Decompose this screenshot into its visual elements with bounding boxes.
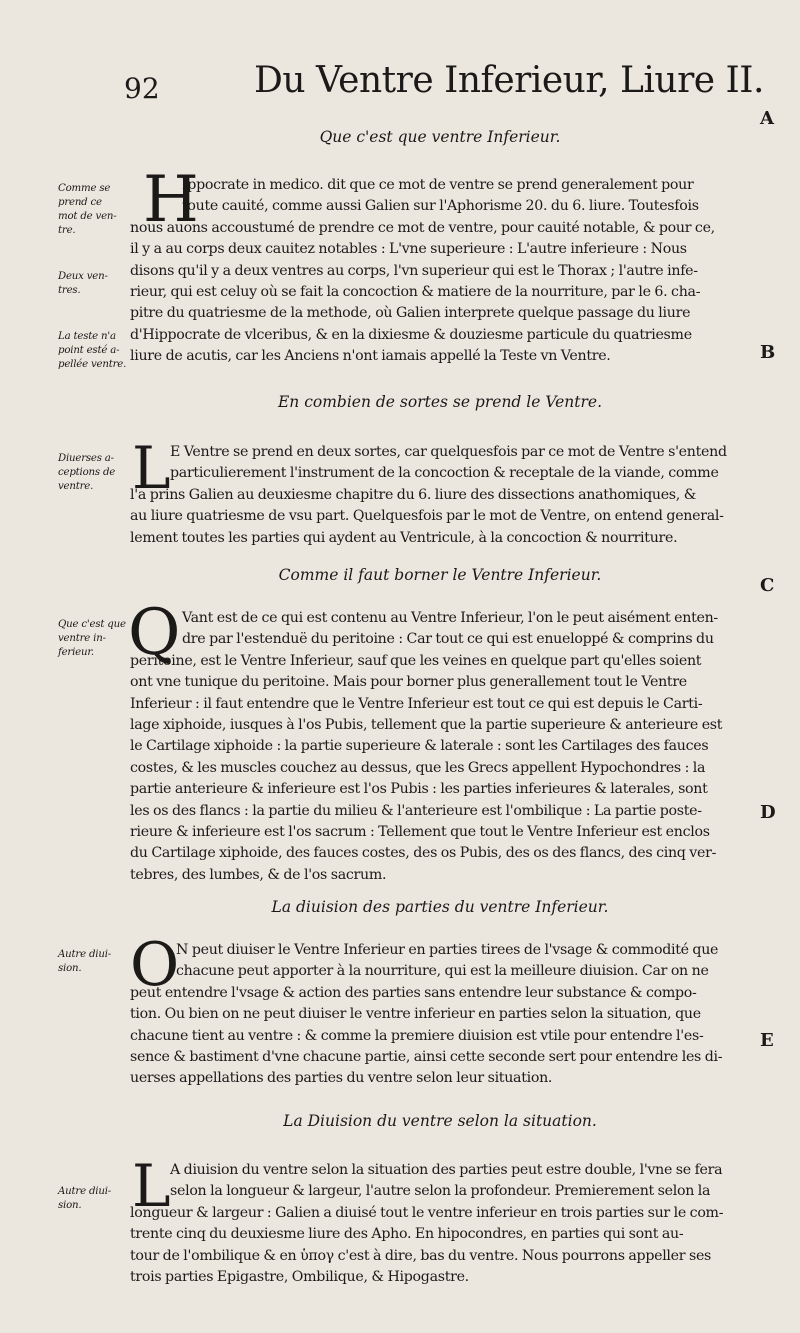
dropcap: L (132, 434, 171, 502)
margin-note: Diuerses a- ceptions de ventre. (58, 453, 116, 492)
text-line: nous auons accoustumé de prendre ce mot de ventre, pour cauité notable, & pour ce, (130, 219, 715, 236)
text-line: l'a prins Galien au deuxiesme chapitre du 6. liure des dissections anathomiques, & (130, 486, 697, 503)
text-line: tebres, des lumbes, & de l'os sacrum. (130, 866, 387, 883)
section-title: En combien de sortes se prend le Ventre. (277, 393, 602, 411)
margin-note: La teste n'a point esté a- pellée ventre. (58, 331, 127, 370)
side-letter-e: E (760, 1030, 774, 1051)
text-line: dre par l'estenduë du peritoine : Car tout ce qui est enueloppé & comprins du (182, 631, 714, 648)
text-line: au liure quatriesme de vsu part. Quelquesfois par le mot de Ventre, on entend general- (130, 508, 724, 525)
text-line: ont vne tunique du peritoine. Mais pour borner plus generallement tout le Ventre (130, 674, 687, 691)
text-line: peritoine, est le Ventre Inferieur, sauf que les veines en quelque part qu'elles soient (130, 652, 702, 669)
section-title: Que c'est que ventre Inferieur. (319, 128, 561, 146)
text-line: selon la longueur & largeur, l'autre selon la profondeur. Premierement selon la (170, 1183, 711, 1200)
text-line: il y a au corps deux cauitez notables : L'vne superieure : L'autre inferieure : Nous (130, 241, 687, 258)
side-letter-c: C (760, 575, 775, 596)
section-body (130, 608, 753, 886)
text-line: Vant est de ce qui est contenu au Ventre Inferieur, l'on le peut aisément enten- (182, 610, 718, 626)
text-line: uerses appellations des parties du ventre selon leur situation. (130, 1070, 553, 1087)
margin-note: Autre diui- sion. (58, 949, 111, 974)
text-line: longueur & largeur : Galien a diuisé tout le ventre inferieur en trois parties sur le com- (130, 1204, 724, 1221)
text-line: peut entendre l'vsage & action des parties sans entendre leur substance & compo- (130, 984, 697, 1001)
text-line: costes, & les muscles couchez au dessus, que les Grecs appellent Hypochondres : la (130, 759, 706, 776)
section-title: La Diuision du ventre selon la situation. (283, 1112, 597, 1130)
dropcap: Q (128, 596, 181, 670)
section-body (130, 1152, 753, 1288)
text-line: rieur, qui est celuy où se fait la concoction & matiere de la nourriture, par le 6. cha- (130, 283, 701, 300)
dropcap: L (132, 1152, 171, 1220)
text-line: pitre du quatriesme de la methode, où Galien interprete quelque passage du liure (130, 305, 691, 322)
margin-note: Autre diui- sion. (58, 1186, 111, 1211)
text-line: trois parties Epigastre, Ombilique, & Hipogastre. (130, 1268, 469, 1285)
side-letter-a: A (760, 108, 774, 129)
section-body (130, 434, 753, 549)
section-body (130, 175, 753, 368)
running-title: Du Ventre Inferieur, Liure II. (254, 60, 764, 101)
dropcap: H (143, 163, 199, 237)
margin-note: Que c'est que ventre in- ferieur. (58, 619, 126, 658)
margin-note: Comme se prend ce mot de ven- tre. (58, 183, 117, 236)
text-line: trente cinq du deuxiesme liure des Apho. En hipocondres, en parties qui sont au- (130, 1226, 684, 1243)
text-line: les os des flancs : la partie du milieu & l'anterieure est l'ombilique : La partie poste- (130, 802, 702, 819)
section-title: La diuision des parties du ventre Inferieur. (271, 898, 609, 916)
dropcap: O (130, 930, 180, 1000)
text-line: Ippocrate in medico. dit que ce mot de ventre se prend generalement pour (182, 177, 694, 193)
page-number: 92 (124, 72, 160, 105)
text-line: partie anterieure & inferieure est l'os Pubis : les parties inferieures & laterales, sont (130, 781, 708, 798)
text-line: A diuision du ventre selon la situation des parties peut estre double, l'vne se fera (170, 1162, 723, 1178)
text-line: lage xiphoide, iusques à l'os Pubis, tellement que la partie superieure & anterieure est (130, 716, 723, 733)
text-line: sence & bastiment d'vne chacune partie, ainsi cette seconde sert pour entendre les di- (130, 1048, 723, 1065)
text-line: disons qu'il y a deux ventres au corps, l'vn superieur qui est le Thorax ; l'autre infe- (130, 262, 698, 279)
text-line: lement toutes les parties qui aydent au Ventricule, à la concoction & nourriture. (130, 529, 678, 546)
side-letter-d: D (760, 802, 776, 823)
text-line: tour de l'ombilique & en ὑπογ c'est à dire, bas du ventre. Nous pourrons appeller ses (130, 1247, 712, 1264)
section-title: Comme il faut borner le Ventre Inferieur. (278, 566, 602, 584)
text-line: du Cartilage xiphoide, des fauces costes, des os Pubis, des os des flancs, des cinq ver- (130, 845, 717, 862)
text-line: tion. Ou bien on ne peut diuiser le ventre inferieur en parties selon la situation, que (130, 1006, 701, 1023)
margin-note: Deux ven- tres. (58, 271, 108, 296)
text-line: toute cauité, comme aussi Galien sur l'Aphorisme 20. du 6. liure. Toutesfois (182, 198, 699, 215)
side-letter-b: B (760, 342, 776, 363)
text-line: chacune tient au ventre : & comme la premiere diuision est vtile pour entendre l'es- (130, 1027, 704, 1044)
text-line: le Cartilage xiphoide : la partie superieure & laterale : sont les Cartilages des fauces (130, 738, 709, 755)
text-line: chacune peut apporter à la nourriture, qui est la meilleure diuision. Car on ne (176, 963, 709, 980)
text-line: Inferieur : il faut entendre que le Ventre Inferieur est tout ce qui est depuis le Carti- (130, 695, 703, 712)
text-line: d'Hippocrate de vlceribus, & en la dixiesme & douziesme particule du quatriesme (130, 326, 692, 343)
text-line: particulierement l'instrument de la concoction & receptale de la viande, comme (170, 465, 719, 482)
section-body (130, 940, 753, 1090)
text-line: liure de acutis, car les Anciens n'ont iamais appellé la Teste vn Ventre. (130, 348, 611, 365)
text-line: rieure & inferieure est l'os sacrum : Tellement que tout le Ventre Inferieur est enclos (130, 823, 710, 840)
text-line: E Ventre se prend en deux sortes, car quelquesfois par ce mot de Ventre s'entend (170, 444, 727, 460)
text-line: N peut diuiser le Ventre Inferieur en parties tirees de l'vsage & commodité que (176, 942, 719, 958)
